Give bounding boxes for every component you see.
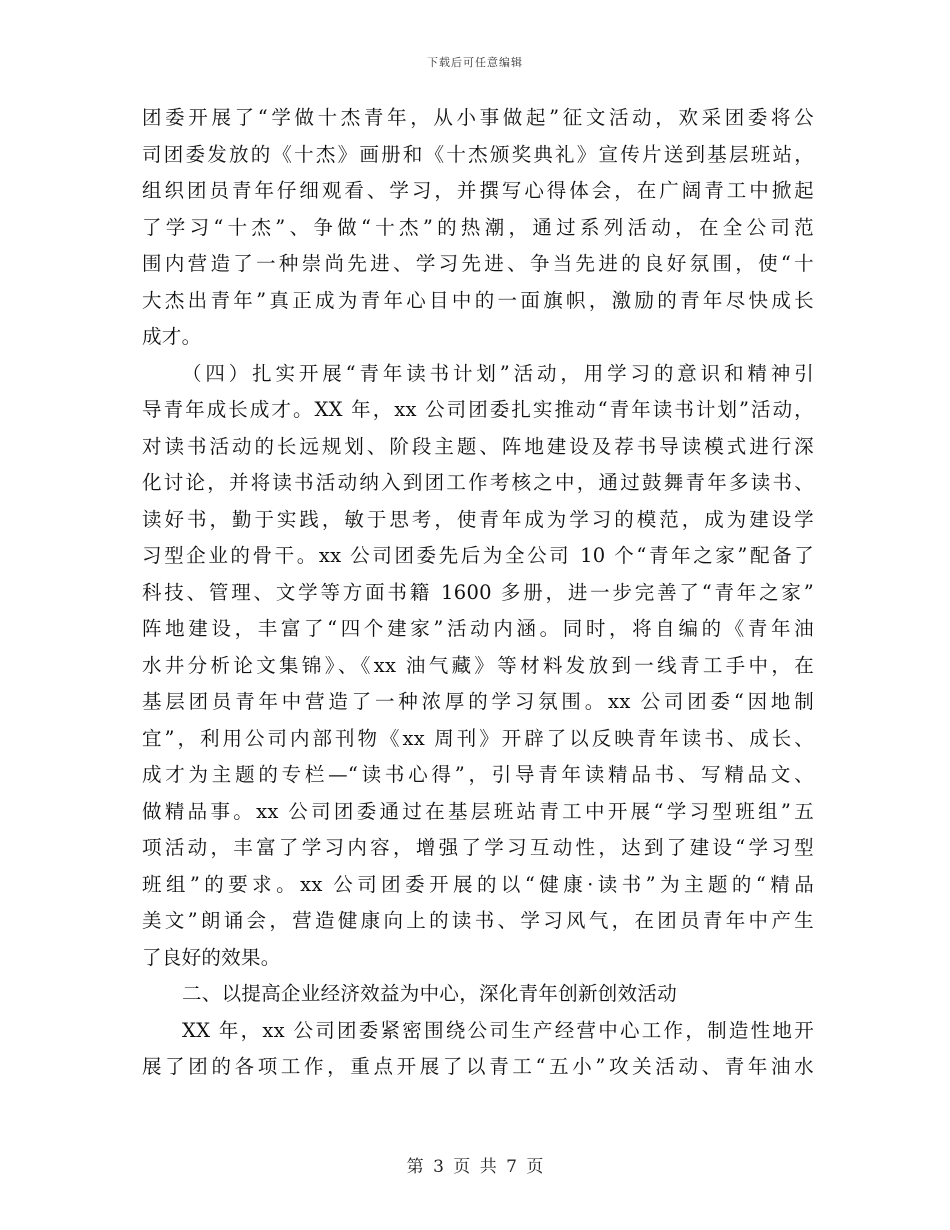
- text-line: XX 年，xx 公司团委紧密围绕公司生产经营中心工作，制造性地开: [182, 1018, 814, 1042]
- text-line: 对读书活动的长远规划、阶段主题、阵地建设及荐书导读模式进行深: [142, 434, 814, 458]
- text-line: 读好书，勤于实践，敏于思考，使青年成为学习的模范，成为建设学: [142, 507, 814, 531]
- text-line: 成才为主题的专栏—“读书心得”，引导青年读精品书、写精品文、: [142, 763, 814, 786]
- text-line: 班组”的要求。xx 公司团委开展的以“健康·读书”为主题的“精品: [142, 872, 814, 896]
- text-line: 科技、管理、文学等方面书籍 1600 多册，进一步完善了“青年之家”: [142, 580, 814, 604]
- text-line: 习型企业的骨干。xx 公司团委先后为全公司 10 个“青年之家”配备了: [142, 544, 814, 567]
- text-line: 成才。: [142, 325, 202, 348]
- text-line: 项活动，丰富了学习内容，增强了学习互动性，达到了建设“学习型: [142, 836, 814, 859]
- text-line: 团委开展了“学做十杰青年，从小事做起”征文活动，欢采团委将公: [142, 106, 814, 129]
- text-line: 大杰出青年”真正成为青年心目中的一面旗帜，激励的青年尽快成长: [142, 288, 814, 312]
- text-line: 了学习“十杰”、争做“十杰”的热潮，通过系列活动，在全公司范: [142, 215, 814, 239]
- text-line: 导青年成长成才。XX 年，xx 公司团委扎实推动“青年读书计划”活动，: [142, 398, 814, 421]
- text-line: 了良好的效果。: [142, 945, 281, 969]
- document-body: [142, 100, 814, 1086]
- text-line: 二、以提高企业经济效益为中心，深化青年创新创效活动: [182, 982, 678, 1005]
- text-line: 基层团员青年中营造了一种浓厚的学习氛围。xx 公司团委“因地制: [142, 690, 814, 713]
- text-line: 围内营造了一种崇尚先进、学习先进、争当先进的良好氛围，使“十: [142, 252, 814, 275]
- text-line: 组织团员青年仔细观看、学习，并撰写心得体会，在广阔青工中掀起: [142, 179, 814, 202]
- text-line: 阵地建设，丰富了“四个建家”活动内涵。同时，将自编的《青年油: [142, 617, 814, 640]
- text-line: 美文”朗诵会，营造健康向上的读书、学习风气，在团员青年中产生: [142, 909, 814, 932]
- page-header-note: 下载后可任意编辑: [427, 56, 523, 69]
- text-line: 司团委发放的《十杰》画册和《十杰颁奖典礼》宣传片送到基层班站，: [142, 142, 814, 166]
- page-number-footer: 第 3 页 共 7 页: [406, 1157, 544, 1177]
- text-line: （四）扎实开展“青年读书计划”活动，用学习的意识和精神引: [182, 361, 814, 385]
- text-line: 化讨论，并将读书活动纳入到团工作考核之中，通过鼓舞青年多读书、: [142, 471, 814, 494]
- text-line: 水井分析论文集锦》、《xx 油气藏》等材料发放到一线青工手中，在: [142, 653, 814, 677]
- text-line: 做精品事。xx 公司团委通过在基层班站青工中开展“学习型班组”五: [142, 799, 814, 823]
- text-line: 宜”，利用公司内部刊物《xx 周刊》开辟了以反映青年读书、成长、: [142, 726, 814, 750]
- text-line: 展了团的各项工作，重点开展了以青工“五小”攻关活动、青年油水: [142, 1055, 814, 1078]
